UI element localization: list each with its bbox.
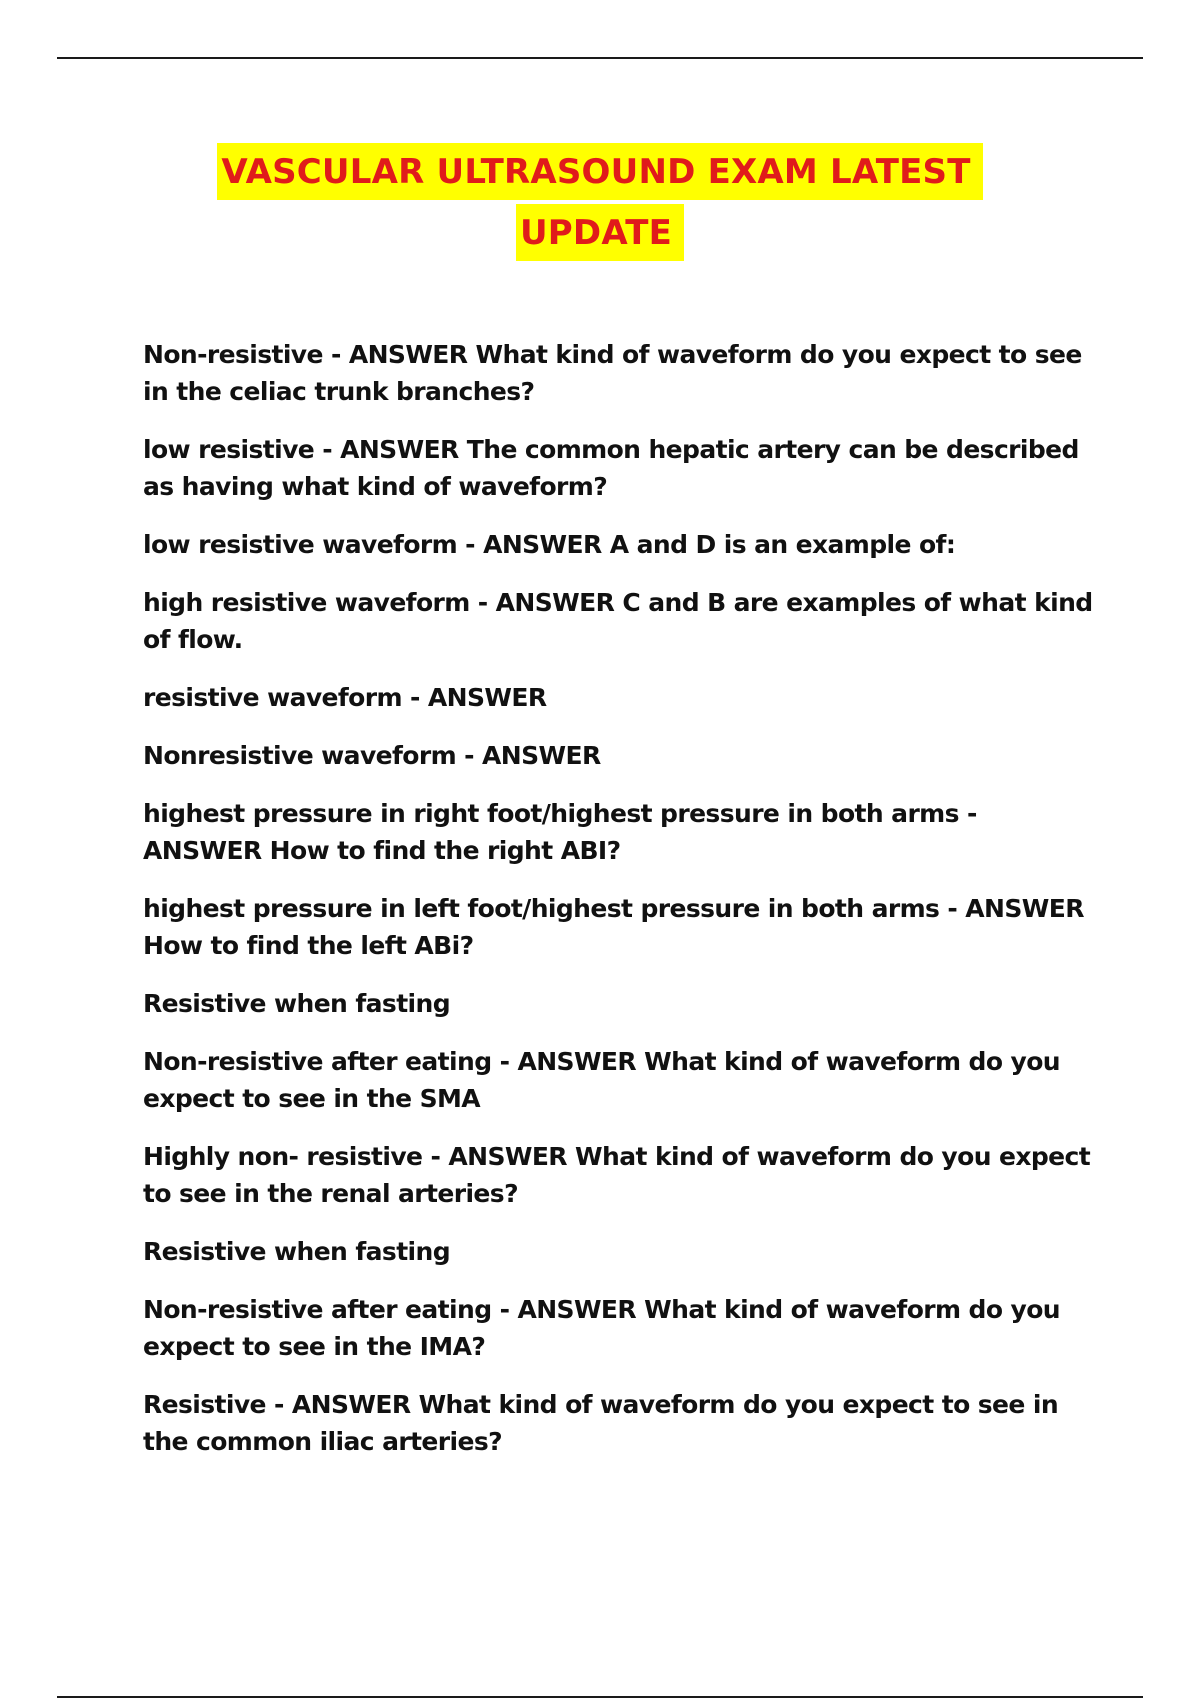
qa-item: Non-resistive after eating - ANSWER What kind of waveform do you expect to see in the SMA bbox=[143, 1047, 1060, 1113]
document-title bbox=[0, 143, 1200, 261]
qa-item: Highly non- resistive - ANSWER What kind of waveform do you expect to see in the renal arteries? bbox=[143, 1142, 1091, 1208]
qa-item: Non-resistive - ANSWER What kind of waveform do you expect to see in the celiac trunk branches? bbox=[143, 340, 1082, 406]
qa-item: high resistive waveform - ANSWER C and B are examples of what kind of flow. bbox=[143, 588, 1093, 654]
qa-item: Non-resistive after eating - ANSWER What kind of waveform do you expect to see in the IMA? bbox=[143, 1295, 1060, 1361]
header-rule bbox=[57, 57, 1143, 59]
title-line-2: UPDATE bbox=[516, 204, 684, 261]
qa-item: highest pressure in left foot/highest pressure in both arms - ANSWER How to find the left ABi? bbox=[143, 894, 1084, 960]
qa-item: highest pressure in right foot/highest pressure in both arms - ANSWER How to find the right ABI? bbox=[143, 799, 977, 865]
qa-item: Nonresistive waveform - ANSWER bbox=[143, 741, 601, 770]
footer-rule bbox=[57, 1696, 1143, 1698]
qa-item: Resistive when fasting bbox=[143, 1237, 451, 1266]
qa-item: Resistive - ANSWER What kind of waveform do you expect to see in the common iliac arteries? bbox=[143, 1390, 1059, 1456]
qa-item: Resistive when fasting bbox=[143, 989, 451, 1018]
qa-item: low resistive - ANSWER The common hepatic artery can be described as having what kind of waveform? bbox=[143, 435, 1079, 501]
qa-list bbox=[143, 336, 1103, 1481]
qa-item: resistive waveform - ANSWER bbox=[143, 683, 547, 712]
qa-item: low resistive waveform - ANSWER A and D is an example of: bbox=[143, 530, 956, 559]
title-line-1: VASCULAR ULTRASOUND EXAM LATEST bbox=[217, 143, 982, 200]
